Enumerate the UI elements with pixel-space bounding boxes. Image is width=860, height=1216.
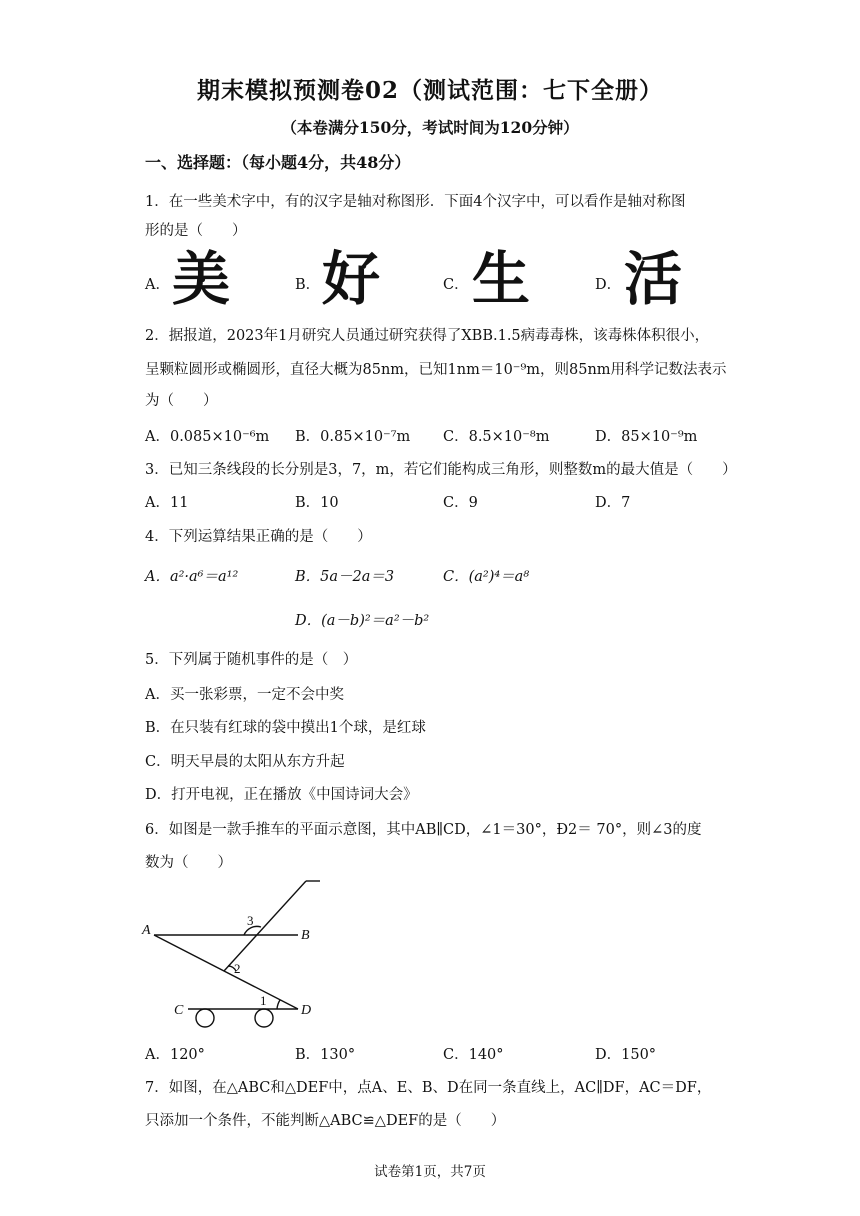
q6-option-c: C．140°	[443, 1047, 504, 1063]
page-subtitle: （本卷满分150分，考试时间为120分钟）	[281, 118, 579, 137]
q2-stem-line2: 呈颗粒圆形或椭圆形，直径大概为85nm，已知1nm＝10⁻⁹m，则85nm用科学记数法表示	[145, 362, 727, 378]
label-c: C	[174, 1003, 184, 1018]
q2-stem-line3: 为（ ）	[145, 393, 218, 409]
q1-option-a-char: 美	[172, 245, 231, 313]
angle-1-arc	[277, 1000, 280, 1009]
label-angle-2: 2	[234, 961, 241, 976]
q5-option-a: A．买一张彩票，一定不会中奖	[145, 687, 344, 703]
q1-stem-line2: 形的是（ ）	[145, 223, 247, 239]
q1-option-b-char: 好	[322, 245, 381, 313]
q5-option-b: B．在只装有红球的袋中摸出1个球，是红球	[145, 720, 426, 736]
q2-option-c: C．8.5×10⁻⁸m	[443, 429, 550, 445]
line-ad	[154, 935, 298, 1009]
label-d: D	[301, 1003, 312, 1018]
q5-stem: 5．下列属于随机事件的是（ ）	[145, 652, 358, 668]
q7-stem-line2: 只添加一个条件，不能判断△ABC≌△DEF的是（ ）	[145, 1113, 506, 1129]
q3-option-d: D．7	[595, 495, 631, 511]
q1-stem-line1: 1．在一些美术字中，有的汉字是轴对称图形．下面4个汉字中，可以看作是轴对称图	[145, 194, 686, 210]
q1-option-d-letter: D．	[595, 277, 622, 293]
q6-option-b: B．130°	[295, 1047, 356, 1063]
label-b: B	[301, 928, 310, 943]
q6-stem-line2: 数为（ ）	[145, 855, 232, 871]
label-a: A	[142, 923, 151, 938]
cart-diagram	[140, 875, 340, 1035]
wheel-right	[255, 1009, 273, 1027]
page-title: 期末模拟预测卷02（测试范围：七下全册）	[196, 77, 663, 104]
handle-line	[224, 881, 306, 971]
q3-option-a: A．11	[145, 495, 189, 511]
q5-option-c: C．明天早晨的太阳从东方升起	[145, 754, 345, 770]
q1-option-a-letter: A．	[145, 277, 170, 293]
label-angle-1: 1	[260, 993, 267, 1008]
q4-option-a: A．a²·a⁶＝a¹²	[145, 569, 239, 585]
label-angle-3: 3	[247, 913, 254, 928]
q3-option-b: B．10	[295, 495, 339, 511]
q2-stem-line1: 2．据报道，2023年1月研究人员通过研究获得了XBB.1.5病毒毒株，该毒株体积很小，	[145, 328, 710, 344]
q4-stem: 4．下列运算结果正确的是（ ）	[145, 529, 372, 545]
q4-option-c: C．(a²)⁴＝a⁸	[443, 569, 530, 585]
q2-option-b: B．0.85×10⁻⁷m	[295, 429, 411, 445]
q5-option-d: D．打开电视，正在播放《中国诗词大会》	[145, 787, 418, 803]
q1-option-c-char: 生	[472, 245, 531, 313]
page-footer: 试卷第1页，共7页	[374, 1164, 486, 1180]
q1-option-d-char: 活	[624, 245, 683, 313]
q6-option-a: A．120°	[145, 1047, 205, 1063]
q1-option-b-letter: B．	[295, 277, 321, 293]
section-heading: 一、选择题：（每小题4分，共48分）	[145, 153, 411, 172]
q2-option-d: D．85×10⁻⁹m	[595, 429, 698, 445]
q3-stem: 3．已知三条线段的长分别是3，7，m，若它们能构成三角形，则整数m的最大值是（ ）	[145, 462, 737, 478]
q1-option-c-letter: C．	[443, 277, 469, 293]
q6-stem-line1: 6．如图是一款手推车的平面示意图，其中AB∥CD，∠1＝30°，Ð2＝ 70°，则∠3的度	[145, 822, 702, 838]
q4-option-d: D．(a－b)²＝a²－b²	[295, 613, 430, 629]
q3-option-c: C．9	[443, 495, 478, 511]
q4-option-b: B．5a－2a＝3	[295, 569, 395, 585]
q7-stem-line1: 7．如图，在△ABC和△DEF中，点A、E、B、D在同一条直线上，AC∥DF，AC＝DF，	[145, 1080, 712, 1096]
q6-option-d: D．150°	[595, 1047, 657, 1063]
wheel-left	[196, 1009, 214, 1027]
q2-option-a: A．0.085×10⁻⁶m	[145, 429, 270, 445]
